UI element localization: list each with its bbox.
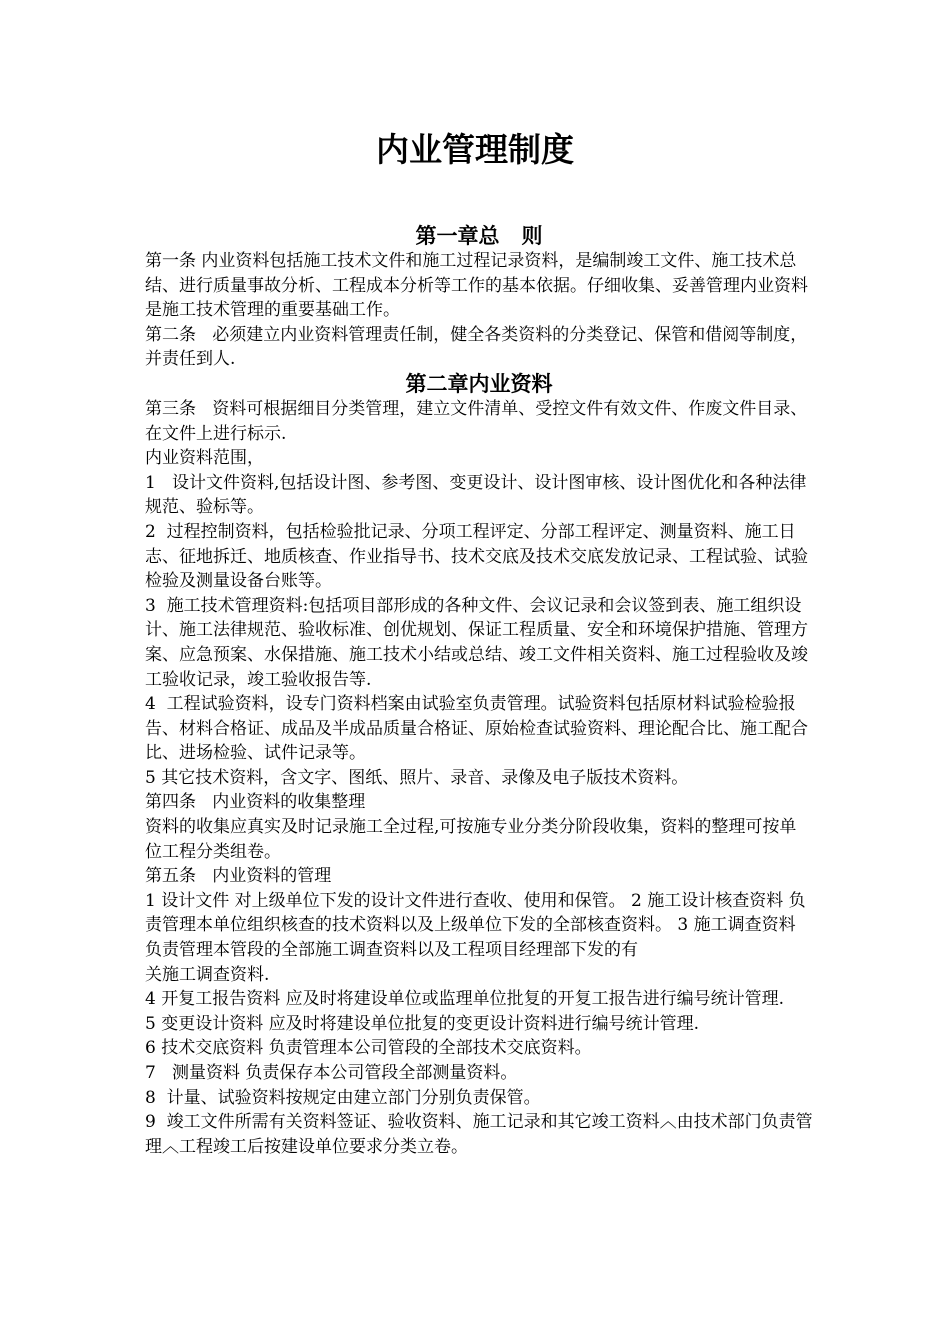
article-1-paragraph: 第一条 内业资料包括施工技术文件和施工过程记录资料，是编制竣工文件、施工技术总结、进行质量事故分析、工程成本分析等工作的基本依据。仔细收集、妥善管理内业资料是施工技术管理的重要基础工作。	[145, 251, 808, 321]
management-item-6: 6 技术交底资料 负责管理本公司管段的全部技术交底资料。	[145, 1038, 592, 1059]
document-title: 内业管理制度	[376, 130, 574, 169]
management-items-1-3: 1 设计文件 对上级单位下发的设计文件进行查收、使用和保管。 2 施工设计核查资料 负责管理本单位组织核查的技术资料以及上级单位下发的全部核查资料。 3 施工调查资料 负责管理本管段的全部施工调查资料以及工程项目经理部下发的有	[145, 890, 806, 961]
chapter-1-heading: 第一章总 则	[415, 224, 543, 248]
management-item-5: 5 变更设计资料 应及时将建设单位批复的变更设计资料进行编号统计管理.	[145, 1013, 700, 1034]
scope-heading: 内业资料范围，	[145, 448, 264, 469]
article-5-heading: 第五条 内业资料的管理	[145, 866, 332, 887]
article-4-heading: 第四条 内业资料的收集整理	[145, 792, 366, 813]
management-item-4: 4 开复工报告资料 应及时将建设单位或监理单位批复的开复工报告进行编号统计管理.	[145, 989, 785, 1010]
management-item-3-continued: 关施工调查资料.	[145, 964, 270, 985]
scope-item-2: 2 过程控制资料，包括检验批记录、分项工程评定、分部工程评定、测量资料、施工日志、征地拆迁、地质核查、作业指导书、技术交底及技术交底发放记录、工程试验、试验检验及测量设备台账等。	[145, 521, 808, 592]
article-4-paragraph: 资料的收集应真实及时记录施工全过程,可按施专业分类分阶段收集，资料的整理可按单位工程分类组卷。	[145, 817, 797, 862]
scope-item-4: 4 工程试验资料，设专门资料档案由试验室负责管理。试验资料包括原材料试验检验报告、材料合格证、成品及半成品质量合格证、原始检查试验资料、理论配合比、施工配合比、进场检验、试件记录等。	[145, 694, 808, 764]
article-3-paragraph: 第三条 资料可根据细目分类管理，建立文件清单、受控文件有效文件、作废文件目录、在文件上进行标示.	[145, 398, 808, 444]
chapter-2-heading: 第二章内业资料	[405, 371, 553, 396]
scope-item-1: 1 设计文件资料,包括设计图、参考图、变更设计、设计图审核、设计图优化和各种法律规范、验标等。	[145, 472, 807, 518]
scope-item-3: 3 施工技术管理资料:包括项目部形成的各种文件、会议记录和会议签到表、施工组织设计、施工法律规范、验收标准、创优规划、保证工程质量、安全和环境保护措施、管理方案、应急预案、水保措施、施工技术小结或总结、竣工文件相关资料、施工过程验收及竣工验收记录，竣工验收报告等.	[145, 595, 808, 690]
management-item-9: 9 竣工文件所需有关资料签证、验收资料、施工记录和其它竣工资料︿由技术部门负责管理︿工程竣工后按建设单位要求分类立卷。	[145, 1112, 813, 1157]
management-item-7: 7 测量资料 负责保存本公司管段全部测量资料。	[145, 1063, 518, 1083]
article-2-paragraph: 第二条 必须建立内业资料管理责任制，健全各类资料的分类登记、保管和借阅等制度，并责任到人.	[145, 324, 808, 370]
document-body	[145, 224, 813, 1159]
management-item-8: 8 计量、试验资料按规定由建立部门分别负责保管。	[145, 1087, 541, 1108]
scope-item-5: 5 其它技术资料，含文字、图纸、照片、录音、录像及电子版技术资料。	[145, 767, 689, 788]
